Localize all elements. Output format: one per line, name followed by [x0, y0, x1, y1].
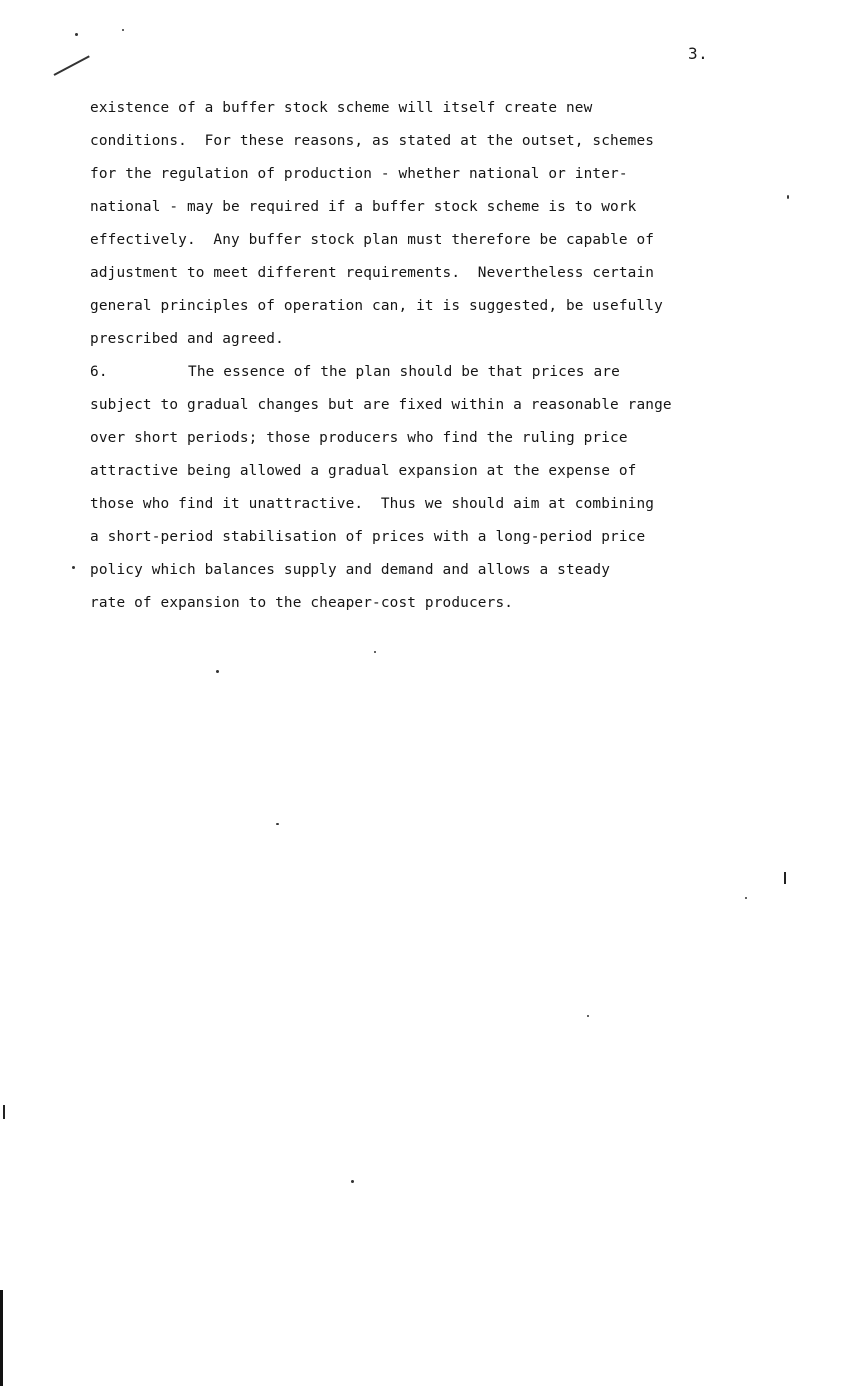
body-text	[90, 92, 760, 620]
margin-mark	[784, 872, 786, 884]
paragraph-number: 6.	[90, 364, 108, 380]
margin-mark	[3, 1105, 5, 1119]
text-line: a short-period stabilisation of prices with a long-period price	[90, 529, 646, 545]
text-line: for the regulation of production - whether national or inter-	[90, 166, 628, 182]
text-line: general principles of operation can, it is suggested, be usefully	[90, 298, 663, 314]
text-line: The essence of the plan should be that prices are	[188, 364, 620, 380]
text-line: adjustment to meet different requirements. Nevertheless certain	[90, 265, 655, 281]
scan-speck	[276, 823, 279, 825]
scan-edge-shadow	[0, 1290, 3, 1386]
scan-speck	[75, 33, 78, 36]
text-line: subject to gradual changes but are fixed within a reasonable range	[90, 397, 672, 413]
text-line: over short periods; those producers who find the ruling price	[90, 430, 628, 446]
scan-speck	[72, 566, 75, 569]
text-line: attractive being allowed a gradual expansion at the expense of	[90, 463, 637, 479]
paragraph-6-first-line	[90, 356, 760, 389]
page-number: 3.	[688, 44, 709, 63]
text-line: existence of a buffer stock scheme will itself create new	[90, 100, 593, 116]
scan-speck	[216, 670, 219, 673]
text-line: effectively. Any buffer stock plan must therefore be capable of	[90, 232, 655, 248]
text-line: conditions. For these reasons, as stated at the outset, schemes	[90, 133, 655, 149]
scan-speck	[374, 651, 376, 653]
scan-speck	[787, 195, 789, 199]
pen-mark	[54, 55, 90, 76]
text-line: prescribed and agreed.	[90, 331, 284, 347]
scan-speck	[745, 897, 747, 899]
text-line: those who find it unattractive. Thus we should aim at combining	[90, 496, 655, 512]
text-line: policy which balances supply and demand and allows a steady	[90, 562, 611, 578]
text-line: national - may be required if a buffer stock scheme is to work	[90, 199, 637, 215]
scan-speck	[587, 1015, 589, 1017]
text-line: rate of expansion to the cheaper-cost producers.	[90, 595, 514, 611]
scan-speck	[122, 29, 124, 31]
scan-speck	[351, 1180, 354, 1183]
